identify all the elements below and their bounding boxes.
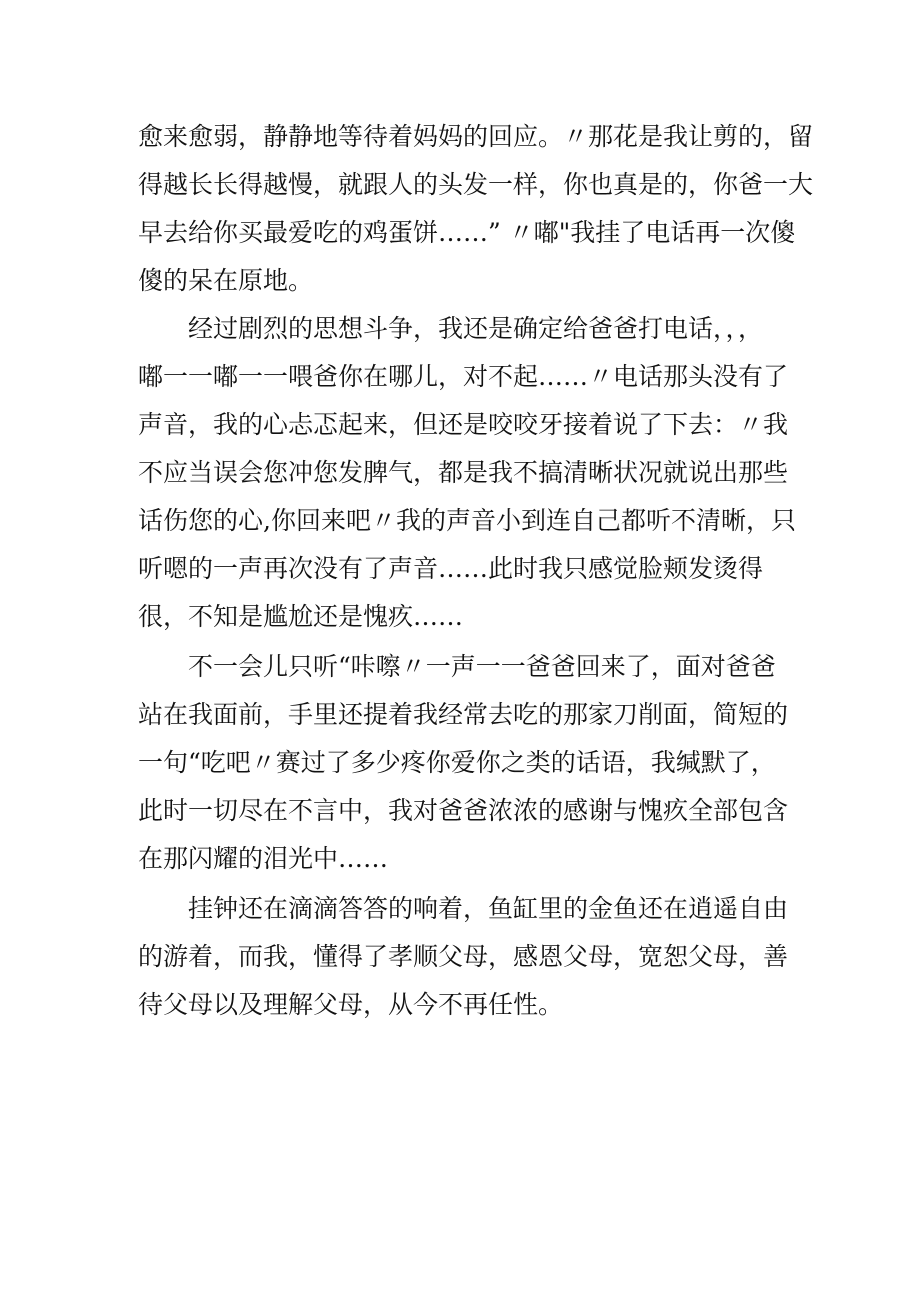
text-line: 此时一切尽在不言中，我对爸爸浓浓的感谢与愧疚全部包含 — [138, 796, 789, 825]
text-line: 经过剧烈的思想斗争，我还是确定给爸爸打电话，，， — [188, 314, 764, 343]
text-line: 在那闪耀的泪光中…… — [138, 844, 389, 873]
text-line: 得越长长得越慢，就跟人的头发一样，你也真是的，你爸一大 — [138, 170, 814, 199]
text-line: 的游着，而我，懂得了孝顺父母，感恩父母，宽恕父母，善 — [138, 942, 789, 971]
text-line: 嘟一一嘟一一喂爸你在哪儿，对不起……〃电话那头没有了 — [138, 362, 789, 391]
text-line: 很，不知是尴尬还是愧疚…… — [138, 602, 464, 631]
text-line: 待父母以及理解父母，从今不再任性。 — [138, 990, 564, 1019]
text-line: 愈来愈弱，静静地等待着妈妈的回应。〃那花是我让剪的，留 — [138, 122, 814, 151]
text-line: 不应当误会您冲您发脾气，都是我不搞清晰状况就说出那些 — [138, 458, 789, 487]
text-line: 一句“吃吧〃赛过了多少疼你爱你之类的话语，我缄默了， — [138, 748, 776, 777]
text-line: 傻的呆在原地。 — [138, 266, 314, 295]
text-line: 挂钟还在滴滴答答的响着，鱼缸里的金鱼还在逍遥自由 — [188, 894, 789, 923]
text-line: 话伤您的心,你回来吧〃我的声音小到连自己都听不清晰，只 — [138, 506, 796, 535]
text-line: 站在我面前，手里还提着我经常去吃的那家刀削面，简短的 — [138, 700, 789, 729]
text-line: 听嗯的一声再次没有了声音……此时我只感觉脸颊发烫得 — [138, 554, 764, 583]
text-line: 早去给你买最爱吃的鸡蛋饼……” 〃嘟"我挂了电话再一次傻 — [138, 218, 796, 247]
text-line: 不一会儿只听“咔嚓〃一声一一爸爸回来了，面对爸爸 — [188, 652, 776, 681]
text-line: 声音，我的心忐忑起来，但还是咬咬牙接着说了下去：〃我 — [138, 410, 789, 439]
